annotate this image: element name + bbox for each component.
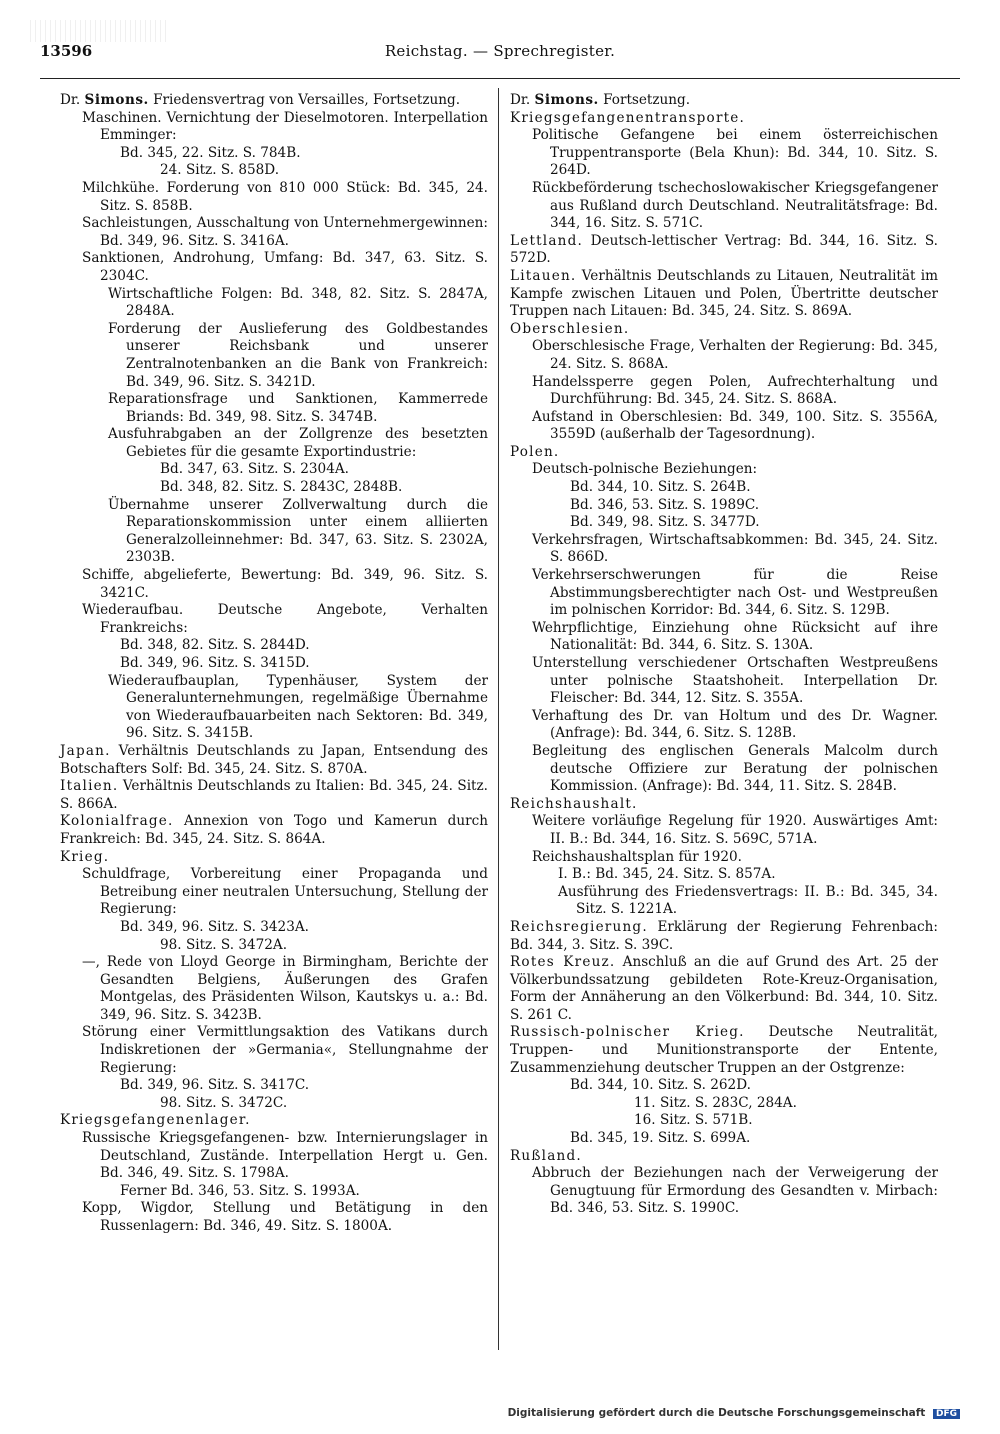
register-entry xyxy=(60,602,488,637)
register-entry xyxy=(510,1077,938,1095)
register-entry xyxy=(510,620,938,655)
topic-keyword: Italien. xyxy=(60,778,119,795)
entry-text: Schiffe, abgelieferte, Bewertung: Bd. 349, 96. Sitz. S. 3421C. xyxy=(82,567,488,601)
entry-text: Deutsch-lettischer Vertrag: Bd. 344, 16. Sitz. S. 572D. xyxy=(510,232,938,267)
header-rule xyxy=(40,78,960,79)
register-entry xyxy=(60,426,488,461)
register-entry xyxy=(60,1112,488,1130)
entry-text: 16. Sitz. S. 571B. xyxy=(634,1112,753,1129)
entry-text: Sanktionen, Androhung, Umfang: Bd. 347, 63. Sitz. S. 2304C. xyxy=(82,250,488,284)
register-entry xyxy=(510,1112,938,1130)
register-entry xyxy=(510,849,938,867)
entry-text: Handelssperre gegen Polen, Aufrechterhaltung und Durchführung: Bd. 345, 24. Sitz. S. 868A. xyxy=(532,373,938,408)
entry-text: Milchkühe. Forderung von 810 000 Stück: Bd. 345, 24. Sitz. S. 858B. xyxy=(82,179,488,214)
register-entry xyxy=(60,321,488,391)
register-entry xyxy=(510,813,938,848)
entry-text: Störung einer Vermittlungsaktion des Vatikans durch Indiskretionen der »Germania«, Stellungnahme der Regierung: xyxy=(82,1024,488,1076)
register-entry xyxy=(60,162,488,180)
entry-text: Bd. 348, 82. Sitz. S. 2844D. xyxy=(120,637,310,654)
entry-text: 11. Sitz. S. 283C, 284A. xyxy=(634,1094,797,1111)
register-entry xyxy=(510,1095,938,1113)
register-entry xyxy=(60,479,488,497)
register-entry xyxy=(510,1165,938,1218)
register-entry xyxy=(510,655,938,708)
entry-text: Maschinen. Vernichtung der Dieselmotoren. Interpellation Emminger: xyxy=(82,109,488,144)
entry-text: Bd. 349, 96. Sitz. S. 3417C. xyxy=(120,1077,310,1094)
register-entry xyxy=(60,250,488,285)
column-divider xyxy=(498,88,499,1350)
entry-text: Russische Kriegsgefangenen- bzw. Internierungslager in Deutschland, Zustände. Interpellation Hergt u. Gen. Bd. 346, 49. Sitz. S. 1798A. xyxy=(82,1130,488,1182)
register-entry xyxy=(60,743,488,778)
register-entry xyxy=(60,937,488,955)
topic-keyword: Oberschlesien. xyxy=(510,320,630,337)
entry-text: 98. Sitz. S. 3472C. xyxy=(160,1094,288,1111)
entry-text: Schuldfrage, Vorbereitung einer Propaganda und Betreibung einer neutralen Untersuchung, Stellung der Regierung: xyxy=(82,866,488,918)
register-entry xyxy=(60,1077,488,1095)
entry-text: Ausführung des Friedensvertrags: II. B.: Bd. 345, 34. Sitz. S. 1221A. xyxy=(558,883,938,918)
speaker-name: Simons. xyxy=(534,92,599,108)
speaker-prefix: Dr. xyxy=(60,92,85,108)
entry-text: Verkehrsfragen, Wirtschaftsabkommen: Bd. 345, 24. Sitz. S. 866D. xyxy=(532,531,938,566)
register-entry xyxy=(510,268,938,321)
register-entry xyxy=(510,708,938,743)
entry-text: Wiederaufbauplan, Typenhäuser, System der Generalunternehmungen, regelmäßige Übernahme von Wiederaufbauarbeiten nach Sektoren: Bd. 349, 96. Sitz. S. 3415B. xyxy=(108,672,488,742)
register-entry xyxy=(510,532,938,567)
entry-text: Oberschlesische Frage, Verhalten der Regierung: Bd. 345, 24. Sitz. S. 868A. xyxy=(532,338,938,372)
entry-text: Bd. 347, 63. Sitz. S. 2304A. xyxy=(160,461,349,478)
register-entry xyxy=(60,673,488,743)
topic-keyword: Litauen. xyxy=(510,267,577,284)
entry-text: Rückbeförderung tschechoslowakischer Kriegsgefangener aus Rußland durch Deutschland. Neutralitätsfrage: Bd. 344, 16. Sitz. S. 571C. xyxy=(532,179,938,232)
register-entry xyxy=(510,127,938,180)
register-entry xyxy=(60,655,488,673)
entry-text: Aufstand in Oberschlesien: Bd. 349, 100. Sitz. S. 3556A, 3559D (außerhalb der Tagesordnung). xyxy=(532,408,938,443)
register-entry xyxy=(60,1183,488,1201)
entry-text: Übernahme unserer Zollverwaltung durch die Reparationskommission unter einem alliierten Generalzolleinnehmer: Bd. 347, 63. Sitz. S. 2302A, 2303B. xyxy=(108,496,488,566)
register-entry xyxy=(510,1148,938,1166)
entry-text: Verhaftung des Dr. van Holtum und des Dr. Wagner. (Anfrage): Bd. 344, 6. Sitz. S. 128B. xyxy=(532,707,938,742)
entry-text: Forderung der Auslieferung des Goldbestandes unserer Reichsbank und unserer Zentralnotenbanken an die Bank von Frankreich: Bd. 349, 96. Sitz. S. 3421D. xyxy=(108,320,488,390)
register-entry xyxy=(60,145,488,163)
topic-keyword: Kriegsgefangenentransporte. xyxy=(510,109,746,126)
entry-text: Wehrpflichtige, Einziehung ohne Rücksicht auf ihre Nationalität: Bd. 344, 6. Sitz. S. 130A. xyxy=(532,619,938,654)
topic-keyword: Reichshaushalt. xyxy=(510,795,638,812)
register-entry xyxy=(60,866,488,919)
register-entry xyxy=(60,637,488,655)
register-entry xyxy=(510,567,938,620)
register-entry xyxy=(510,409,938,444)
register-entry xyxy=(510,743,938,796)
register-entry xyxy=(60,919,488,937)
entry-text: Bd. 345, 22. Sitz. S. 784B. xyxy=(120,144,301,161)
topic-keyword: Kolonialfrage. xyxy=(60,813,174,830)
register-entry xyxy=(60,778,488,813)
register-entry xyxy=(510,180,938,233)
register-entry xyxy=(60,954,488,1024)
entry-text: Bd. 346, 53. Sitz. S. 1989C. xyxy=(570,496,760,513)
entry-text: 24. Sitz. S. 858D. xyxy=(160,162,280,179)
register-entry xyxy=(510,954,938,1024)
entry-text: Reichshaushaltsplan für 1920. xyxy=(532,848,742,865)
register-entry xyxy=(60,110,488,145)
dfg-logo: DFG xyxy=(933,1409,960,1419)
entry-text: Bd. 345, 19. Sitz. S. 699A. xyxy=(570,1130,751,1147)
register-entry xyxy=(510,919,938,954)
entry-text: Ausfuhrabgaben an der Zollgrenze des besetzten Gebietes für die gesamte Exportindustrie: xyxy=(108,426,488,460)
register-entry xyxy=(60,567,488,602)
entry-text: Wirtschaftliche Folgen: Bd. 348, 82. Sitz. S. 2847A, 2848A. xyxy=(108,285,488,320)
topic-keyword: Rotes Kreuz. xyxy=(510,954,616,971)
register-entry xyxy=(510,92,938,110)
entry-text: Deutsch-polnische Beziehungen: xyxy=(532,461,758,478)
register-entry xyxy=(60,1095,488,1113)
speaker-prefix: Dr. xyxy=(510,92,535,108)
scan-noise xyxy=(30,20,170,42)
entry-text: Kopp, Wigdor, Stellung und Betätigung in den Russenlagern: Bd. 346, 49. Sitz. S. 1800A. xyxy=(82,1200,488,1234)
register-entry xyxy=(60,391,488,426)
register-entry xyxy=(510,110,938,128)
topic-keyword: Polen. xyxy=(510,443,560,460)
topic-keyword: Rußland. xyxy=(510,1147,582,1164)
register-entry xyxy=(60,180,488,215)
entry-text: Bd. 348, 82. Sitz. S. 2843C, 2848B. xyxy=(160,479,403,496)
entry-text: Verhältnis Deutschlands zu Litauen, Neutralität im Kampfe zwischen Litauen und Polen, Übertritte deutscher Truppen nach Litauen: Bd. 345, 24. Sitz. S. 869A. xyxy=(510,267,938,320)
topic-keyword: Krieg. xyxy=(60,848,110,865)
topic-keyword: Lettland. xyxy=(510,232,584,249)
entry-text: 98. Sitz. S. 3472A. xyxy=(160,936,288,953)
page-number: 13596 xyxy=(40,42,93,60)
entry-text: Wiederaufbau. Deutsche Angebote, Verhalten Frankreichs: xyxy=(82,602,488,636)
register-entry xyxy=(510,321,938,339)
page-title: Reichstag. — Sprechregister. xyxy=(384,42,616,60)
entry-text: Sachleistungen, Ausschaltung von Unternehmergewinnen: Bd. 349, 96. Sitz. S. 3416A. xyxy=(82,215,488,249)
register-entry xyxy=(510,374,938,409)
register-entry xyxy=(60,849,488,867)
register-entry xyxy=(510,866,938,884)
entry-text: Verhältnis Deutschlands zu Japan, Entsendung des Botschafters Solf: Bd. 345, 24. Sitz. S. 870A. xyxy=(60,742,488,777)
entry-text: Bd. 349, 96. Sitz. S. 3423A. xyxy=(120,918,309,935)
entry-text: Verhältnis Deutschlands zu Italien: Bd. 345, 24. Sitz. S. 866A. xyxy=(60,778,488,812)
topic-keyword: Japan. xyxy=(60,742,111,759)
entry-text: Bd. 344, 10. Sitz. S. 262D. xyxy=(570,1077,751,1094)
register-entry xyxy=(510,497,938,515)
register-entry xyxy=(60,1024,488,1077)
topic-keyword: Russisch-polnischer Krieg. xyxy=(510,1024,745,1041)
page-header xyxy=(40,42,960,68)
register-entry xyxy=(60,92,488,110)
entry-text: Friedensvertrag von Versailles, Fortsetzung. xyxy=(148,92,461,108)
footer-text: Digitalisierung gefördert durch die Deutsche Forschungsgemeinschaft xyxy=(507,1407,926,1419)
entry-text: Annexion von Togo und Kamerun durch Frankreich: Bd. 345, 24. Sitz. S. 864A. xyxy=(60,813,488,847)
speaker-name: Simons. xyxy=(84,92,149,108)
entry-text: I. B.: Bd. 345, 24. Sitz. S. 857A. xyxy=(558,866,776,883)
register-entry xyxy=(60,497,488,567)
register-entry xyxy=(60,1130,488,1183)
entry-text: Erklärung der Regierung Fehrenbach: Bd. 344, 3. Sitz. S. 39C. xyxy=(510,918,938,953)
register-entry xyxy=(510,514,938,532)
register-entry xyxy=(510,461,938,479)
left-column xyxy=(60,92,488,1236)
entry-text: Reparationsfrage und Sanktionen, Kammerrede Briands: Bd. 349, 98. Sitz. S. 3474B. xyxy=(108,391,488,425)
topic-keyword: Reichsregierung. xyxy=(510,918,648,935)
right-column xyxy=(510,92,938,1218)
register-entry xyxy=(510,796,938,814)
register-entry xyxy=(510,233,938,268)
entry-text: Begleitung des englischen Generals Malcolm durch deutsche Offiziere zur Beratung der polnischen Kommission. (Anfrage): Bd. 344, 11. Sitz. S. 284B. xyxy=(532,742,938,795)
register-entry xyxy=(60,215,488,250)
entry-text: Anschluß an die auf Grund des Art. 25 der Völkerbundssatzung gebildeten Rote-Kreuz-Organisation, Form der Annäherung an den Völkerbund: Bd. 344, 10. Sitz. S. 261 C. xyxy=(510,954,938,1023)
entry-text: Bd. 349, 98. Sitz. S. 3477D. xyxy=(570,514,760,531)
entry-text: Abbruch der Beziehungen nach der Verweigerung der Genugtuung für Ermordung des Gesandten v. Mirbach: Bd. 346, 53. Sitz. S. 1990C. xyxy=(532,1165,938,1217)
register-entry xyxy=(510,1130,938,1148)
entry-text: Ferner Bd. 346, 53. Sitz. S. 1993A. xyxy=(120,1182,360,1199)
entry-text: Deutsche Neutralität, Truppen- und Munitionstransporte der Entente, Zusammenziehung deutscher Truppen an der Ostgrenze: xyxy=(510,1024,939,1076)
register-entry xyxy=(510,884,938,919)
register-entry xyxy=(510,1024,938,1077)
entry-text: Weitere vorläufige Regelung für 1920. Auswärtiges Amt: II. B.: Bd. 344, 16. Sitz. S. 569C, 571A. xyxy=(532,813,938,847)
entry-text: —, Rede von Lloyd George in Birmingham, Berichte der Gesandten Belgiens, Äußerungen des Grafen Montgelas, des Präsidenten Wilson, Kautskys u. a.: Bd. 349, 96. Sitz. S. 3423B. xyxy=(82,954,488,1023)
register-entry xyxy=(510,444,938,462)
entry-text: Politische Gefangene bei einem österreichischen Truppentransporte (Bela Khun): Bd. 344, 10. Sitz. S. 264D. xyxy=(532,127,938,179)
register-entry xyxy=(60,461,488,479)
entry-text: Bd. 349, 96. Sitz. S. 3415D. xyxy=(120,655,310,671)
register-entry xyxy=(60,1200,488,1235)
entry-text: Unterstellung verschiedener Ortschaften Westpreußens unter polnische Staatshoheit. Interpellation Dr. Fleischer: Bd. 344, 12. Sitz. S. 355A. xyxy=(532,655,938,707)
register-entry xyxy=(510,479,938,497)
register-entry xyxy=(510,338,938,373)
register-entry xyxy=(60,286,488,321)
entry-text: Bd. 344, 10. Sitz. S. 264B. xyxy=(570,479,751,496)
register-entry xyxy=(60,813,488,848)
topic-keyword: Kriegsgefangenenlager. xyxy=(60,1112,251,1129)
footer xyxy=(508,1407,960,1419)
entry-text: Fortsetzung. xyxy=(598,92,691,108)
entry-text: Verkehrserschwerungen für die Reise Abstimmungsberechtigter nach Ost- und Westpreußen im polnischen Korridor: Bd. 344, 6. Sitz. S. 129B. xyxy=(532,567,938,619)
